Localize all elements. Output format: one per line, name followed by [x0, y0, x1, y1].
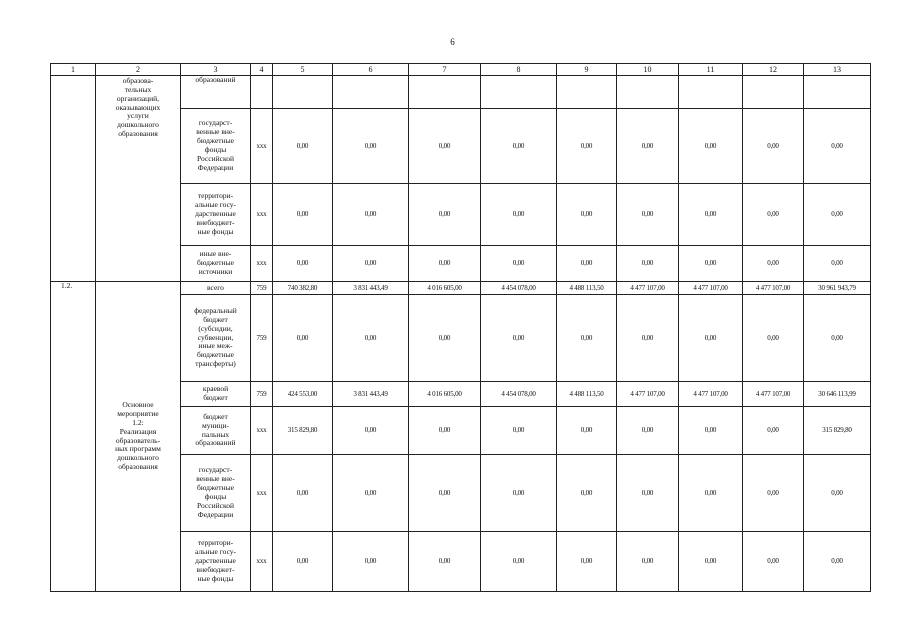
row-number-cell: [51, 76, 96, 282]
value-cell: 0,00: [743, 455, 804, 532]
value-cell: 0,00: [617, 295, 679, 382]
value-cell: 315 829,80: [804, 407, 871, 455]
value-cell: 4 477 107,00: [617, 382, 679, 407]
value-cell: 4 016 605,00: [409, 382, 481, 407]
value-cell: 0,00: [617, 184, 679, 246]
value-cell: 4 454 078,00: [481, 382, 557, 407]
row-number-cell: 1.2.: [51, 282, 96, 592]
value-cell: 0,00: [804, 532, 871, 592]
value-cell: [273, 76, 333, 109]
table-body: [51, 64, 871, 592]
value-cell: 0,00: [557, 532, 617, 592]
header-cell: 4: [251, 64, 273, 76]
value-cell: 0,00: [743, 532, 804, 592]
value-cell: 30 961 943,79: [804, 282, 871, 295]
funding-source-cell: государст- венные вне- бюджетные фонды Российской Федерации: [181, 109, 251, 184]
value-cell: 0,00: [333, 455, 409, 532]
funding-source-cell: бюджет муници- пальных образований: [181, 407, 251, 455]
value-cell: 0,00: [481, 295, 557, 382]
funding-source-cell: государст- венные вне- бюджетные фонды Российской Федерации: [181, 455, 251, 532]
value-cell: 0,00: [273, 295, 333, 382]
value-cell: 0,00: [743, 109, 804, 184]
value-cell: 0,00: [273, 184, 333, 246]
value-cell: 424 553,00: [273, 382, 333, 407]
header-cell: 5: [273, 64, 333, 76]
code-cell: ххх: [251, 184, 273, 246]
value-cell: [617, 76, 679, 109]
code-cell: ххх: [251, 109, 273, 184]
value-cell: 0,00: [333, 295, 409, 382]
header-cell: 3: [181, 64, 251, 76]
value-cell: 0,00: [679, 184, 743, 246]
value-cell: [481, 76, 557, 109]
header-cell: 6: [333, 64, 409, 76]
header-cell: 11: [679, 64, 743, 76]
header-cell: 1: [51, 64, 96, 76]
funding-source-cell: иные вне- бюджетные источники: [181, 246, 251, 282]
value-cell: 0,00: [743, 246, 804, 282]
header-cell: 9: [557, 64, 617, 76]
value-cell: 0,00: [617, 407, 679, 455]
code-cell: ххх: [251, 532, 273, 592]
value-cell: 4 477 107,00: [617, 282, 679, 295]
value-cell: 0,00: [679, 407, 743, 455]
value-cell: 0,00: [409, 295, 481, 382]
value-cell: 0,00: [333, 109, 409, 184]
value-cell: 3 831 443,49: [333, 382, 409, 407]
value-cell: 0,00: [333, 532, 409, 592]
value-cell: 0,00: [557, 295, 617, 382]
code-cell: [251, 76, 273, 109]
value-cell: 0,00: [804, 246, 871, 282]
value-cell: 0,00: [481, 407, 557, 455]
value-cell: 4 488 113,50: [557, 382, 617, 407]
funding-source-cell: образований: [181, 76, 251, 109]
code-cell: 759: [251, 282, 273, 295]
value-cell: 0,00: [617, 532, 679, 592]
header-row: [51, 64, 871, 76]
table-row: [51, 76, 871, 109]
value-cell: 315 829,80: [273, 407, 333, 455]
value-cell: 0,00: [273, 109, 333, 184]
value-cell: 0,00: [804, 295, 871, 382]
value-cell: 0,00: [679, 295, 743, 382]
value-cell: 0,00: [804, 184, 871, 246]
value-cell: 0,00: [481, 109, 557, 184]
value-cell: 0,00: [743, 295, 804, 382]
measure-name-cell: Основное мероприятие 1.2: Реализация образователь- ных программ дошкольного образования: [96, 282, 181, 592]
value-cell: 0,00: [273, 246, 333, 282]
code-cell: ххх: [251, 246, 273, 282]
value-cell: [679, 76, 743, 109]
value-cell: 0,00: [481, 455, 557, 532]
funding-source-cell: территори- альные госу- дарственные внебюджет- ные фонды: [181, 532, 251, 592]
value-cell: 0,00: [333, 407, 409, 455]
header-cell: 8: [481, 64, 557, 76]
value-cell: 0,00: [743, 184, 804, 246]
value-cell: 4 016 605,00: [409, 282, 481, 295]
value-cell: 0,00: [333, 184, 409, 246]
value-cell: 4 454 078,00: [481, 282, 557, 295]
page-number: 6: [450, 37, 455, 47]
value-cell: 0,00: [804, 455, 871, 532]
header-cell: 2: [96, 64, 181, 76]
value-cell: 0,00: [481, 246, 557, 282]
value-cell: 0,00: [409, 109, 481, 184]
value-cell: 3 831 443,49: [333, 282, 409, 295]
value-cell: 0,00: [679, 455, 743, 532]
value-cell: 4 477 107,00: [679, 382, 743, 407]
value-cell: 0,00: [617, 109, 679, 184]
funding-source-cell: федеральный бюджет (субсидии, субвенции, иные меж- бюджетные трансферты): [181, 295, 251, 382]
header-cell: 10: [617, 64, 679, 76]
funding-table: [50, 63, 871, 592]
value-cell: 0,00: [617, 246, 679, 282]
value-cell: 0,00: [409, 184, 481, 246]
value-cell: 0,00: [804, 109, 871, 184]
value-cell: 4 477 107,00: [743, 282, 804, 295]
code-cell: 759: [251, 382, 273, 407]
code-cell: ххх: [251, 455, 273, 532]
value-cell: 0,00: [679, 109, 743, 184]
value-cell: [557, 76, 617, 109]
header-cell: 12: [743, 64, 804, 76]
value-cell: [804, 76, 871, 109]
value-cell: 0,00: [273, 532, 333, 592]
header-cell: 7: [409, 64, 481, 76]
value-cell: 0,00: [409, 532, 481, 592]
value-cell: 0,00: [557, 109, 617, 184]
value-cell: [333, 76, 409, 109]
value-cell: 0,00: [557, 246, 617, 282]
value-cell: 30 646 113,99: [804, 382, 871, 407]
funding-source-cell: краевой бюджет: [181, 382, 251, 407]
code-cell: ххх: [251, 407, 273, 455]
value-cell: 4 477 107,00: [743, 382, 804, 407]
funding-source-cell: всего: [181, 282, 251, 295]
value-cell: 0,00: [409, 455, 481, 532]
value-cell: 0,00: [557, 184, 617, 246]
value-cell: 0,00: [557, 455, 617, 532]
table-row: [51, 282, 871, 295]
value-cell: 0,00: [481, 184, 557, 246]
funding-source-cell: территори- альные госу- дарственные внебюджет- ные фонды: [181, 184, 251, 246]
value-cell: 4 477 107,00: [679, 282, 743, 295]
value-cell: [409, 76, 481, 109]
value-cell: 0,00: [679, 532, 743, 592]
value-cell: 0,00: [273, 455, 333, 532]
value-cell: 0,00: [617, 455, 679, 532]
value-cell: 0,00: [333, 246, 409, 282]
value-cell: [743, 76, 804, 109]
value-cell: 0,00: [409, 246, 481, 282]
code-cell: 759: [251, 295, 273, 382]
value-cell: 740 382,80: [273, 282, 333, 295]
header-cell: 13: [804, 64, 871, 76]
value-cell: 0,00: [557, 407, 617, 455]
value-cell: 4 488 113,50: [557, 282, 617, 295]
value-cell: 0,00: [481, 532, 557, 592]
value-cell: 0,00: [679, 246, 743, 282]
measure-name-cell: образова- тельных организаций, оказывающих услуги дошкольного образования: [96, 76, 181, 282]
value-cell: 0,00: [743, 407, 804, 455]
value-cell: 0,00: [409, 407, 481, 455]
